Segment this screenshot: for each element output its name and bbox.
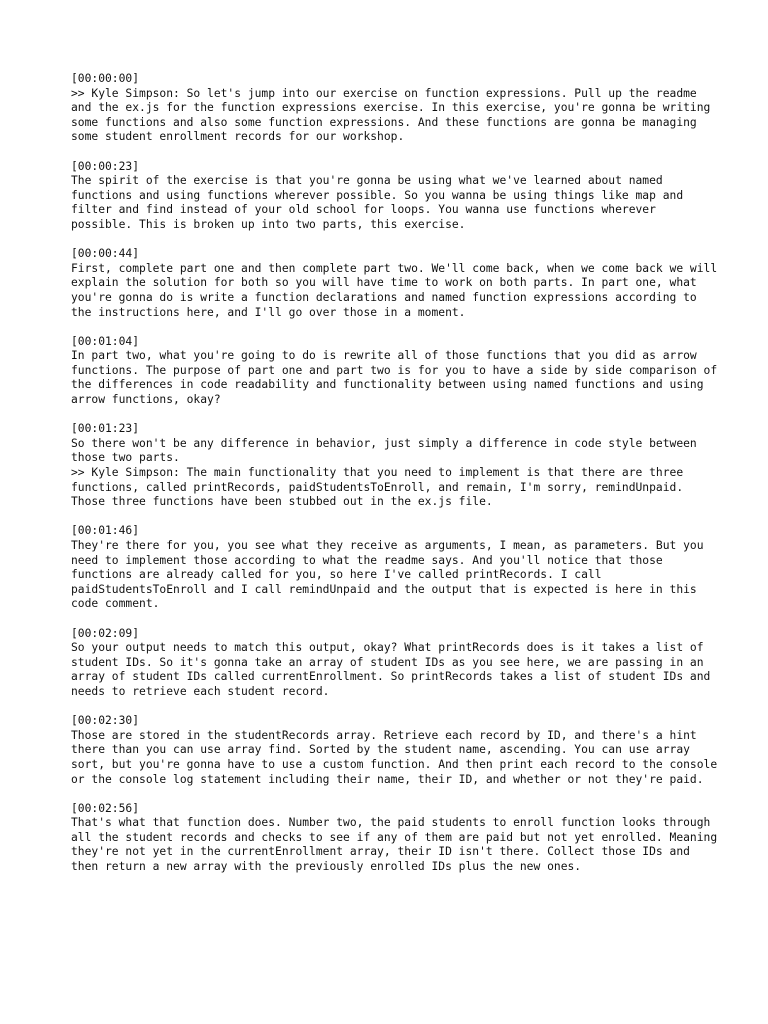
timestamp: [00:02:56] (71, 801, 140, 815)
timestamp: [00:01:04] (71, 334, 140, 348)
transcript-block (71, 247, 724, 320)
transcript-block (71, 627, 721, 700)
timestamp: [00:02:30] (71, 714, 140, 728)
transcript-paragraph: So there won't be any difference in behavior, just simply a difference in code style between those two parts. (71, 436, 704, 465)
timestamp: [00:00:44] (71, 247, 140, 261)
timestamp: [00:01:23] (71, 422, 140, 436)
transcript-block (71, 714, 724, 787)
timestamp: [00:00:00] (71, 72, 140, 85)
transcript-paragraph: So your output needs to match this output, okay? What printRecords does is it takes a list of student IDs. So it's gonna take an array of student IDs as you see here, we are passing in an array of student IDs called currentEnrollment. So printRecords takes a list of student IDs and needs to retrieve each student record. (71, 641, 718, 698)
transcript-block (71, 422, 721, 510)
transcript-block (71, 801, 724, 875)
transcript-paragraph: In part two, what you're going to do is rewrite all of those functions that you did as arrow functions. The purpose of part one and part two is for you to have a side by side comparison of the differences in code readability and functionality between using named functions and using arrow functions, okay? (71, 349, 724, 407)
transcript-block (71, 334, 724, 408)
transcript-block (71, 524, 721, 612)
transcript-paragraph: >> Kyle Simpson: So let's jump into our exercise on function expressions. Pull up the readme and the ex.js for the function expressions exercise. In this exercise, you're gonna be writing some functions and also some function expressions. And these functions are gonna be managing some student enrollment records for our workshop. (71, 86, 718, 144)
transcript-page (71, 72, 724, 889)
timestamp: [00:00:23] (71, 159, 140, 173)
transcript-block (71, 72, 721, 145)
transcript-paragraph: They're there for you, you see what they receive as arguments, I mean, as parameters. But you need to implement those according to what the readme says. And you'll notice that those functions are already called for you, so here I've called printRecords. I call paidStudentsToEnroll and I call remindUnpaid and the output that is expected is here in this code comment. (71, 539, 711, 611)
timestamp: [00:01:46] (71, 524, 140, 538)
transcript-paragraph: First, complete part one and then complete part two. We'll come back, when we come back we will explain the solution for both so you will have time to work on both parts. In part one, what you're gonna do is write a function declarations and named function expressions according to the instructions here, and I'll go over those in a moment. (71, 261, 724, 319)
transcript-paragraph: The spirit of the exercise is that you're gonna be using what we've learned about named functions and using functions wherever possible. So you wanna be using things like map and filter and find instead of your old school for loops. You wanna use functions wherever possible. This is broken up into two parts, this exercise. (71, 174, 690, 231)
transcript-paragraph: >> Kyle Simpson: The main functionality that you need to implement is that there are three functions, called printRecords, paidStudentsToEnroll, and remain, I'm sorry, remindUnpaid. Those three functions have been stubbed out in the ex.js file. (71, 466, 690, 509)
timestamp: [00:02:09] (71, 626, 140, 640)
transcript-paragraph: Those are stored in the studentRecords array. Retrieve each record by ID, and there's a hint there than you can use array find. Sorted by the student name, ascending. You can use array sort, but you're gonna have to use a custom function. And then print each record to the console or the console log statement including their name, their ID, and whether or not they're paid. (71, 728, 724, 786)
transcript-paragraph: That's what that function does. Number two, the paid students to enroll function looks through all the student records and checks to see if any of them are paid but not yet enrolled. Meaning they're not yet in the currentEnrollment array, their ID isn't there. Collect those IDs and then return a new array with the previously enrolled IDs plus the new ones. (71, 816, 724, 874)
transcript-block (71, 160, 721, 233)
